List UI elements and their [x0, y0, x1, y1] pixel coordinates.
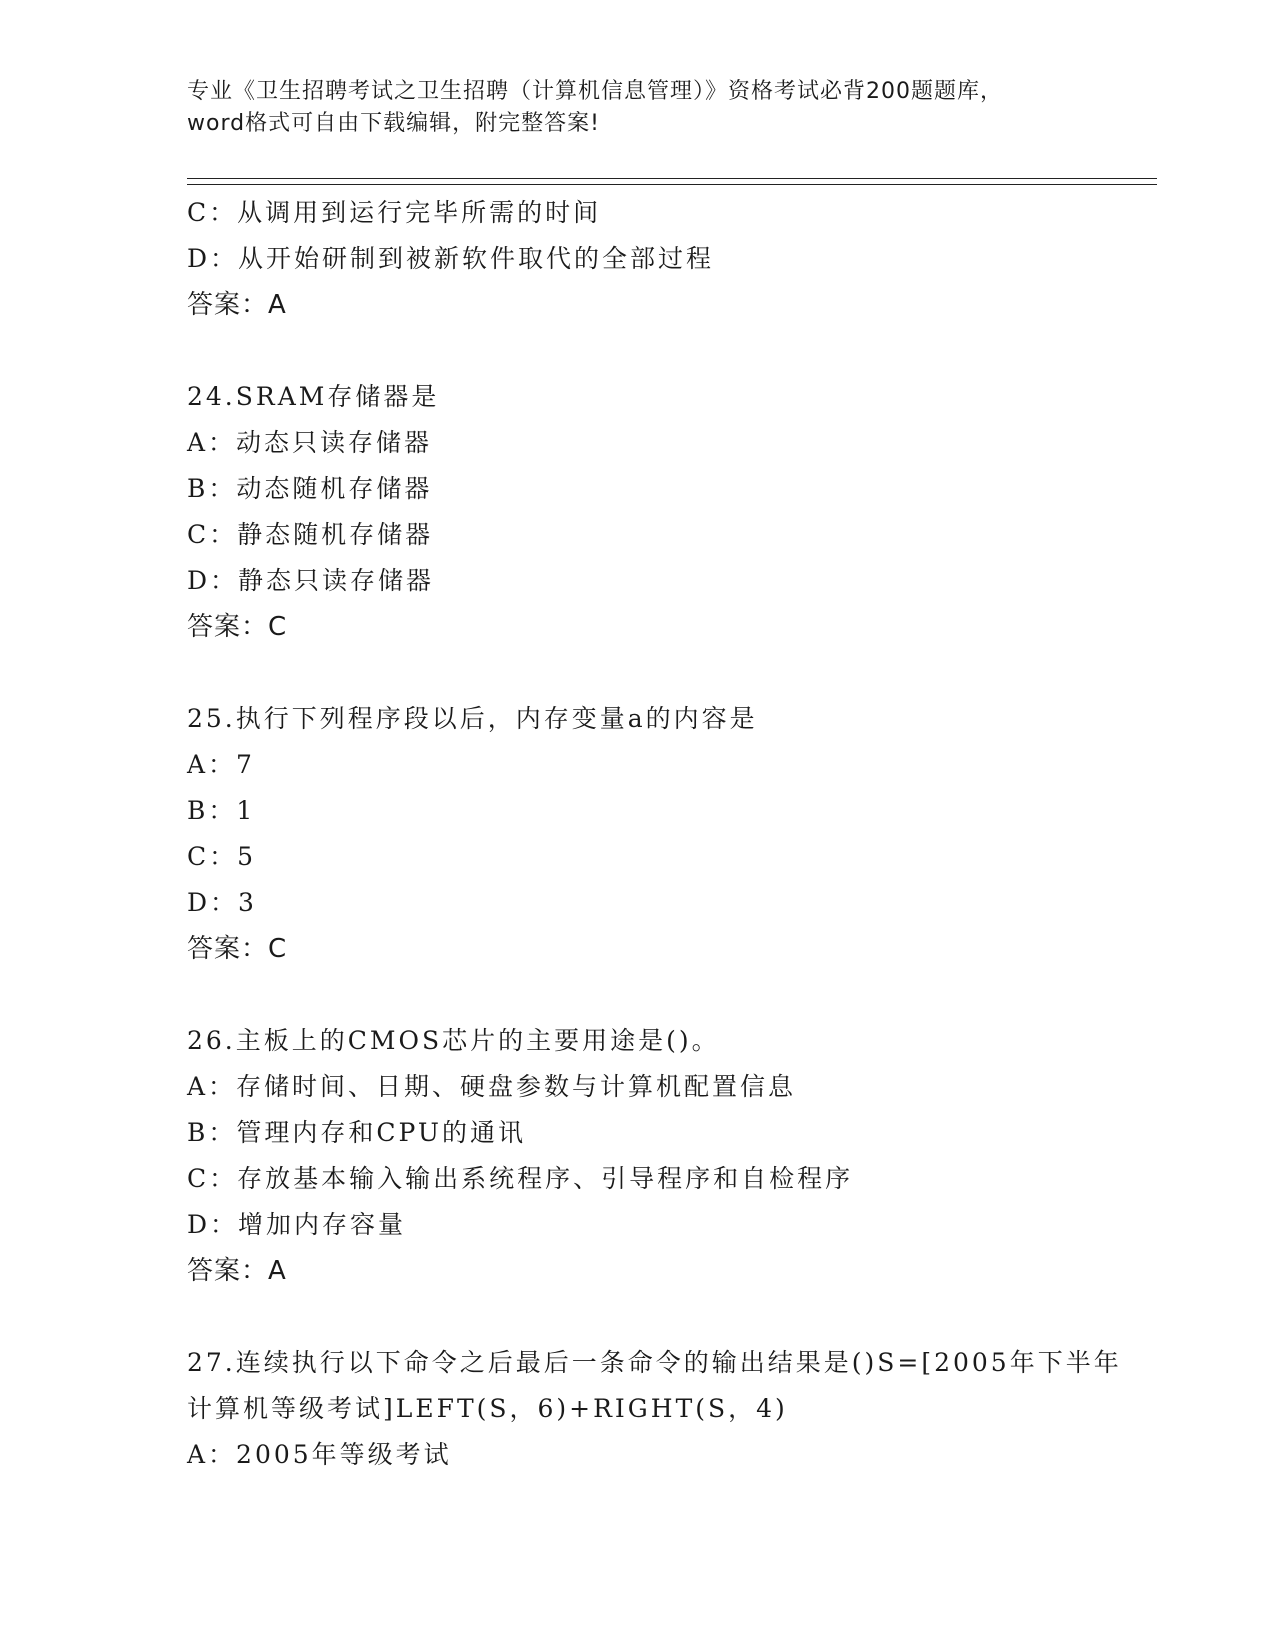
answer: 答案：C	[187, 934, 288, 964]
spacer	[187, 328, 1127, 374]
document-header	[187, 76, 1087, 140]
question-list	[187, 190, 1127, 1478]
question-stem: 27.连续执行以下命令之后最后一条命令的输出结果是()S=[2005年下半年计算机等级考试]LEFT(S，6)+RIGHT(S，4)	[187, 1348, 1122, 1423]
option-c: C：存放基本输入输出系统程序、引导程序和自检程序	[187, 1164, 854, 1193]
spacer	[187, 972, 1127, 1018]
question-27	[187, 1340, 1127, 1478]
option-c: C：从调用到运行完毕所需的时间	[187, 198, 602, 227]
option-d: D：静态只读存储器	[187, 566, 435, 595]
option-b: B：动态随机存储器	[187, 474, 433, 503]
question-stem: 26.主板上的CMOS芯片的主要用途是()。	[187, 1026, 720, 1055]
header-line-1: 专业《卫生招聘考试之卫生招聘（计算机信息管理）》资格考试必背200题题库，	[187, 79, 1003, 104]
option-d: D：从开始研制到被新软件取代的全部过程	[187, 244, 715, 273]
question-stem: 25.执行下列程序段以后，内存变量a的内容是	[187, 704, 758, 733]
answer: 答案：A	[187, 290, 287, 320]
question-25	[187, 696, 1127, 972]
answer: 答案：A	[187, 1256, 287, 1286]
question-26	[187, 1018, 1127, 1294]
option-b: B：管理内存和CPU的通讯	[187, 1118, 526, 1147]
spacer	[187, 650, 1127, 696]
option-c: C：静态随机存储器	[187, 520, 434, 549]
question-stem: 24.SRAM存储器是	[187, 382, 440, 411]
option-a: A：动态只读存储器	[187, 428, 433, 457]
option-b: B：1	[187, 796, 256, 825]
header-line-2: word格式可自由下载编辑，附完整答案!	[187, 111, 600, 136]
answer: 答案：C	[187, 612, 288, 642]
spacer	[187, 1294, 1127, 1340]
header-divider	[187, 178, 1157, 185]
option-d: D：增加内存容量	[187, 1210, 407, 1239]
option-c: C：5	[187, 842, 257, 871]
question-23-tail	[187, 190, 1127, 328]
question-24	[187, 374, 1127, 650]
option-d: D：3	[187, 888, 257, 917]
option-a: A：2005年等级考试	[187, 1440, 452, 1469]
option-a: A：存储时间、日期、硬盘参数与计算机配置信息	[187, 1072, 797, 1101]
option-a: A：7	[187, 750, 255, 779]
